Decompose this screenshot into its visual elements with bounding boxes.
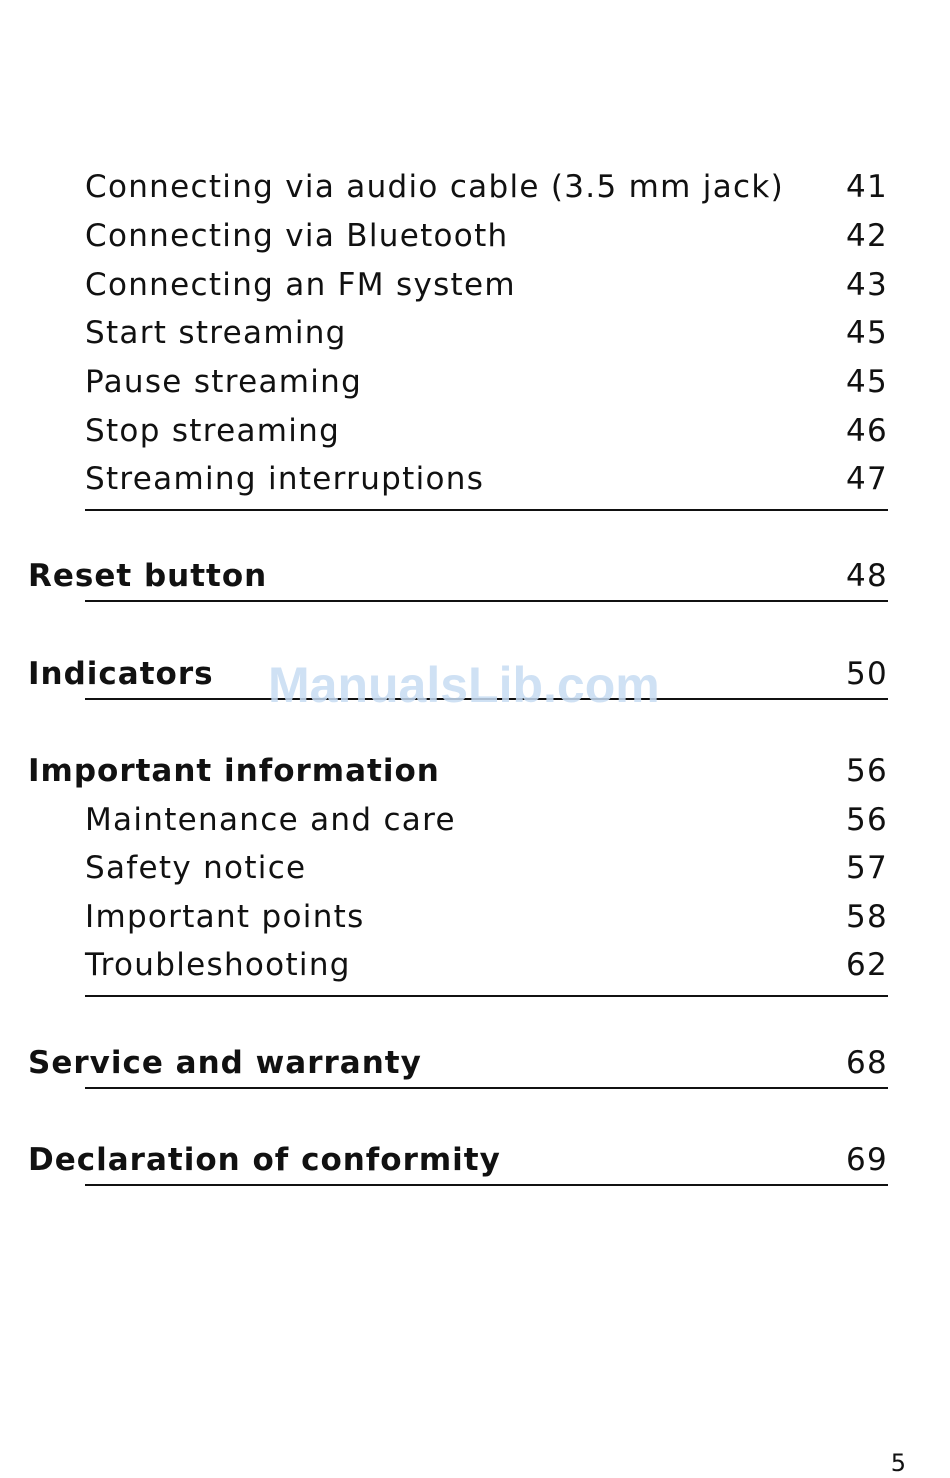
toc-item-label: Connecting an FM system <box>85 267 516 303</box>
toc-item-label: Connecting via audio cable (3.5 mm jack) <box>85 169 784 205</box>
toc-item-label: Maintenance and care <box>85 802 456 838</box>
toc-item-streaming-interruptions[interactable] <box>0 459 950 499</box>
toc-item-page: 42 <box>845 218 888 254</box>
toc-item-label: Connecting via Bluetooth <box>85 218 509 254</box>
toc-item-label: Streaming interruptions <box>85 461 485 497</box>
toc-item-important-points[interactable] <box>0 897 950 937</box>
page-number: 5 <box>890 1449 906 1477</box>
section-divider <box>85 1184 888 1186</box>
toc-item-fm-system[interactable] <box>0 265 950 305</box>
toc-item-safety-notice[interactable] <box>0 848 950 888</box>
toc-item-page: 43 <box>845 267 888 303</box>
toc-item-page: 56 <box>845 802 888 838</box>
toc-section-page: 50 <box>845 656 888 692</box>
toc-item-page: 57 <box>845 850 888 886</box>
toc-section-label: Service and warranty <box>28 1045 422 1081</box>
toc-item-maintenance-care[interactable] <box>0 800 950 840</box>
toc-section-label: Important information <box>28 753 440 789</box>
toc-section-label: Indicators <box>28 656 214 692</box>
toc-item-label: Important points <box>85 899 365 935</box>
watermark: ManualsLib.com <box>268 657 660 713</box>
toc-section-service-warranty[interactable] <box>0 1043 950 1083</box>
toc-item-label: Safety notice <box>85 850 307 886</box>
toc-item-label: Stop streaming <box>85 413 341 449</box>
section-divider <box>85 509 888 511</box>
toc-item-label: Start streaming <box>85 315 347 351</box>
toc-item-bluetooth[interactable] <box>0 216 950 256</box>
toc-section-label: Declaration of conformity <box>28 1142 501 1178</box>
toc-item-page: 58 <box>845 899 888 935</box>
toc-item-page: 45 <box>845 364 888 400</box>
toc-item-page: 47 <box>845 461 888 497</box>
toc-section-page: 68 <box>845 1045 888 1081</box>
toc-item-audio-cable[interactable] <box>0 167 950 207</box>
toc-item-label: Troubleshooting <box>85 947 351 983</box>
toc-item-troubleshooting[interactable] <box>0 945 950 985</box>
toc-item-page: 46 <box>845 413 888 449</box>
toc-section-page: 69 <box>845 1142 888 1178</box>
toc-item-stop-streaming[interactable] <box>0 411 950 451</box>
toc-item-page: 62 <box>845 947 888 983</box>
toc-item-page: 41 <box>845 169 888 205</box>
section-divider <box>85 995 888 997</box>
toc-section-reset-button[interactable] <box>0 556 950 596</box>
section-divider <box>85 1087 888 1089</box>
toc-section-declaration[interactable] <box>0 1140 950 1180</box>
toc-section-important-information[interactable] <box>0 751 950 791</box>
toc-item-start-streaming[interactable] <box>0 313 950 353</box>
toc-item-label: Pause streaming <box>85 364 363 400</box>
toc-item-page: 45 <box>845 315 888 351</box>
toc-item-pause-streaming[interactable] <box>0 362 950 402</box>
section-divider <box>85 600 888 602</box>
toc-section-label: Reset button <box>28 558 268 594</box>
toc-section-page: 48 <box>845 558 888 594</box>
toc-section-page: 56 <box>845 753 888 789</box>
